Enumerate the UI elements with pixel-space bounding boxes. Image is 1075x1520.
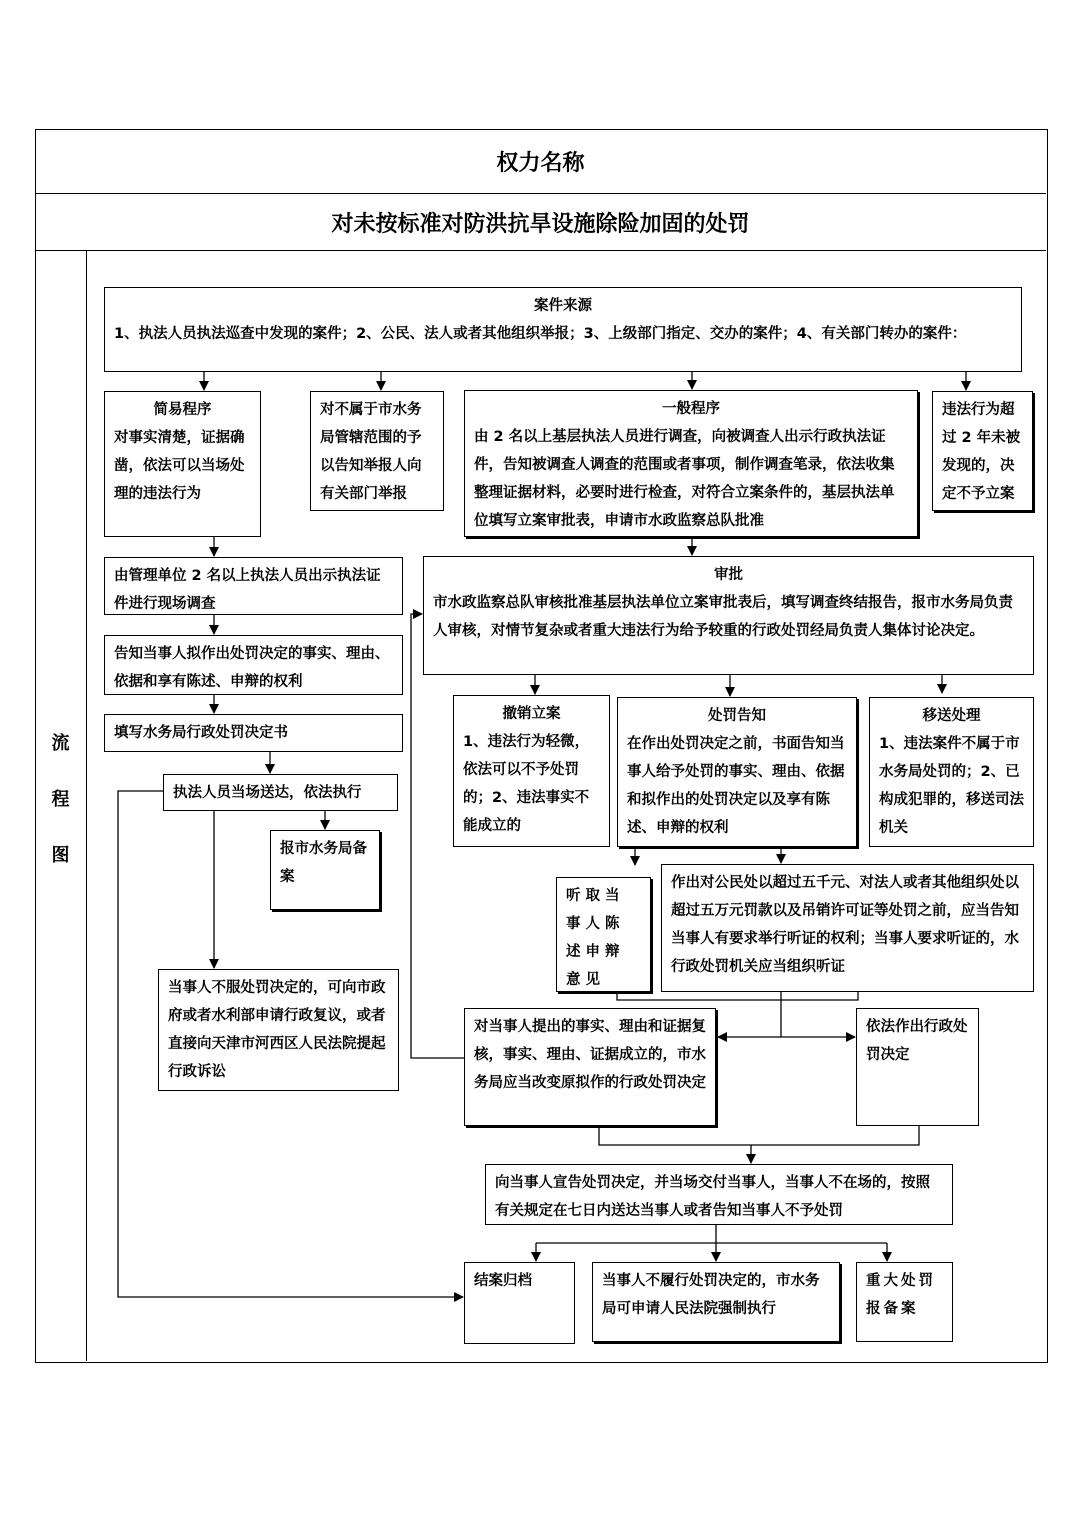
node-decide (856, 1008, 979, 1126)
node-body: 对事实清楚，证据确凿，依法可以当场处理的违法行为 (114, 430, 245, 502)
node-body: 作出对公民处以超过五千元、对法人或者其他组织处以超过五万元罚款以及吊销许可证等处罚之前，应当告知当事人有要求举行听证的权利；当事人要求听证的，水行政处罚机关应当组织听证 (671, 875, 1019, 975)
node-body: 1、违法行为轻微，依法可以不予处罚的；2、违法事实不能成立的 (463, 734, 590, 834)
node-body: 填写水务局行政处罚决定书 (114, 725, 288, 741)
node-revoke-case (453, 695, 610, 847)
node-report-record (270, 830, 380, 910)
node-transfer (869, 697, 1034, 847)
node-body: 报市水务局备案 (280, 841, 367, 885)
power-title: 对未按标准对防洪抗旱设施除险加固的处罚 (331, 211, 750, 237)
node-body: 当事人不服处罚决定的，可向市政府或者水利部申请行政复议，或者直接向天津市河西区人民法院提起行政诉讼 (168, 980, 386, 1080)
node-body: 市水政监察总队审核批准基层执法单位立案审批表后，填写调查终结报告，报市水务局负责人审核，对情节复杂或者重大违法行为给予较重的行政处罚经局负责人集体讨论决定。 (433, 595, 1013, 639)
node-body: 对当事人提出的事实、理由和证据复核，事实、理由、证据成立的，市水务局应当改变原拟作的行政处罚决定 (474, 1019, 706, 1091)
node-body: 对不属于市水务局管辖范围的予以告知举报人向有关部门举报 (320, 402, 422, 502)
node-objection (158, 969, 399, 1091)
power-name-label: 权力名称 (496, 151, 585, 176)
node-body: 1、执法人员执法巡查中发现的案件；2、公民、法人或者其他组织举报；3、上级部门指定、交办的案件；4、有关部门转办的案件： (114, 326, 967, 342)
node-body: 依法作出行政处罚决定 (866, 1019, 968, 1063)
node-inform-right (104, 635, 403, 695)
node-deliver (163, 774, 398, 811)
node-major-record (856, 1262, 953, 1342)
node-penalty-notice (617, 697, 857, 847)
node-approval (423, 556, 1034, 675)
node-enforce (592, 1262, 840, 1342)
node-head: 审批 (714, 567, 743, 583)
node-body: 当事人不履行处罚决定的，市水务局可申请人民法院强制执行 (602, 1273, 820, 1317)
node-expired (932, 391, 1033, 511)
side-label-char: 程 (51, 789, 70, 810)
node-head: 简易程序 (153, 402, 212, 418)
node-announce (485, 1164, 953, 1225)
node-body: 由 2 名以上基层执法人员进行调查，向被调查人出示行政执法证件，告知被调查人调查的范围或者事项，制作调查笔录，依法收集整理证据材料，必要时进行检查，对符合立案条件的，基层执法单位填写立案审批表，申请市水政监察总队批准 (474, 429, 895, 529)
node-simple-procedure (104, 391, 261, 537)
node-body: 告知当事人拟作出处罚决定的事实、理由、依据和享有陈述、申辩的权利 (114, 646, 390, 690)
node-body: 听取当事人陈述申辩意见 (566, 888, 625, 988)
node-not-belong (310, 391, 444, 511)
node-body: 在作出处罚决定之前，书面告知当事人给予处罚的事实、理由、依据和拟作出的处罚决定以及享有陈述、申辩的权利 (627, 736, 845, 836)
node-head: 案件来源 (534, 298, 592, 314)
node-body: 向当事人宣告处罚决定，并当场交付当事人，当事人不在场的，按照有关规定在七日内送达当事人或者告知当事人不予处罚 (495, 1175, 930, 1219)
node-case-source (104, 287, 1022, 372)
node-body: 执法人员当场送达，依法执行 (173, 785, 362, 801)
node-body: 结案归档 (474, 1273, 532, 1289)
node-fill-decision (104, 714, 403, 752)
node-head: 移送处理 (922, 708, 981, 724)
node-head: 撤销立案 (502, 706, 561, 722)
node-close-archive (464, 1262, 575, 1344)
node-review (464, 1008, 716, 1126)
node-body: 重大处罚报备案 (866, 1273, 936, 1317)
node-site-investigate (104, 557, 403, 615)
node-hear-opinion (556, 877, 651, 992)
node-hearing (661, 864, 1034, 992)
node-head: 一般程序 (662, 401, 720, 417)
node-body: 违法行为超过 2 年未被发现的，决定不予立案 (942, 402, 1021, 502)
side-label-char: 流 (51, 733, 70, 754)
node-body: 1、违法案件不属于市水务局处罚的；2、已构成犯罪的，移送司法机关 (879, 736, 1024, 836)
side-label-char: 图 (51, 845, 70, 866)
node-head: 处罚告知 (708, 708, 766, 724)
node-body: 由管理单位 2 名以上执法人员出示执法证件进行现场调查 (114, 568, 381, 612)
node-general-procedure (464, 390, 918, 537)
